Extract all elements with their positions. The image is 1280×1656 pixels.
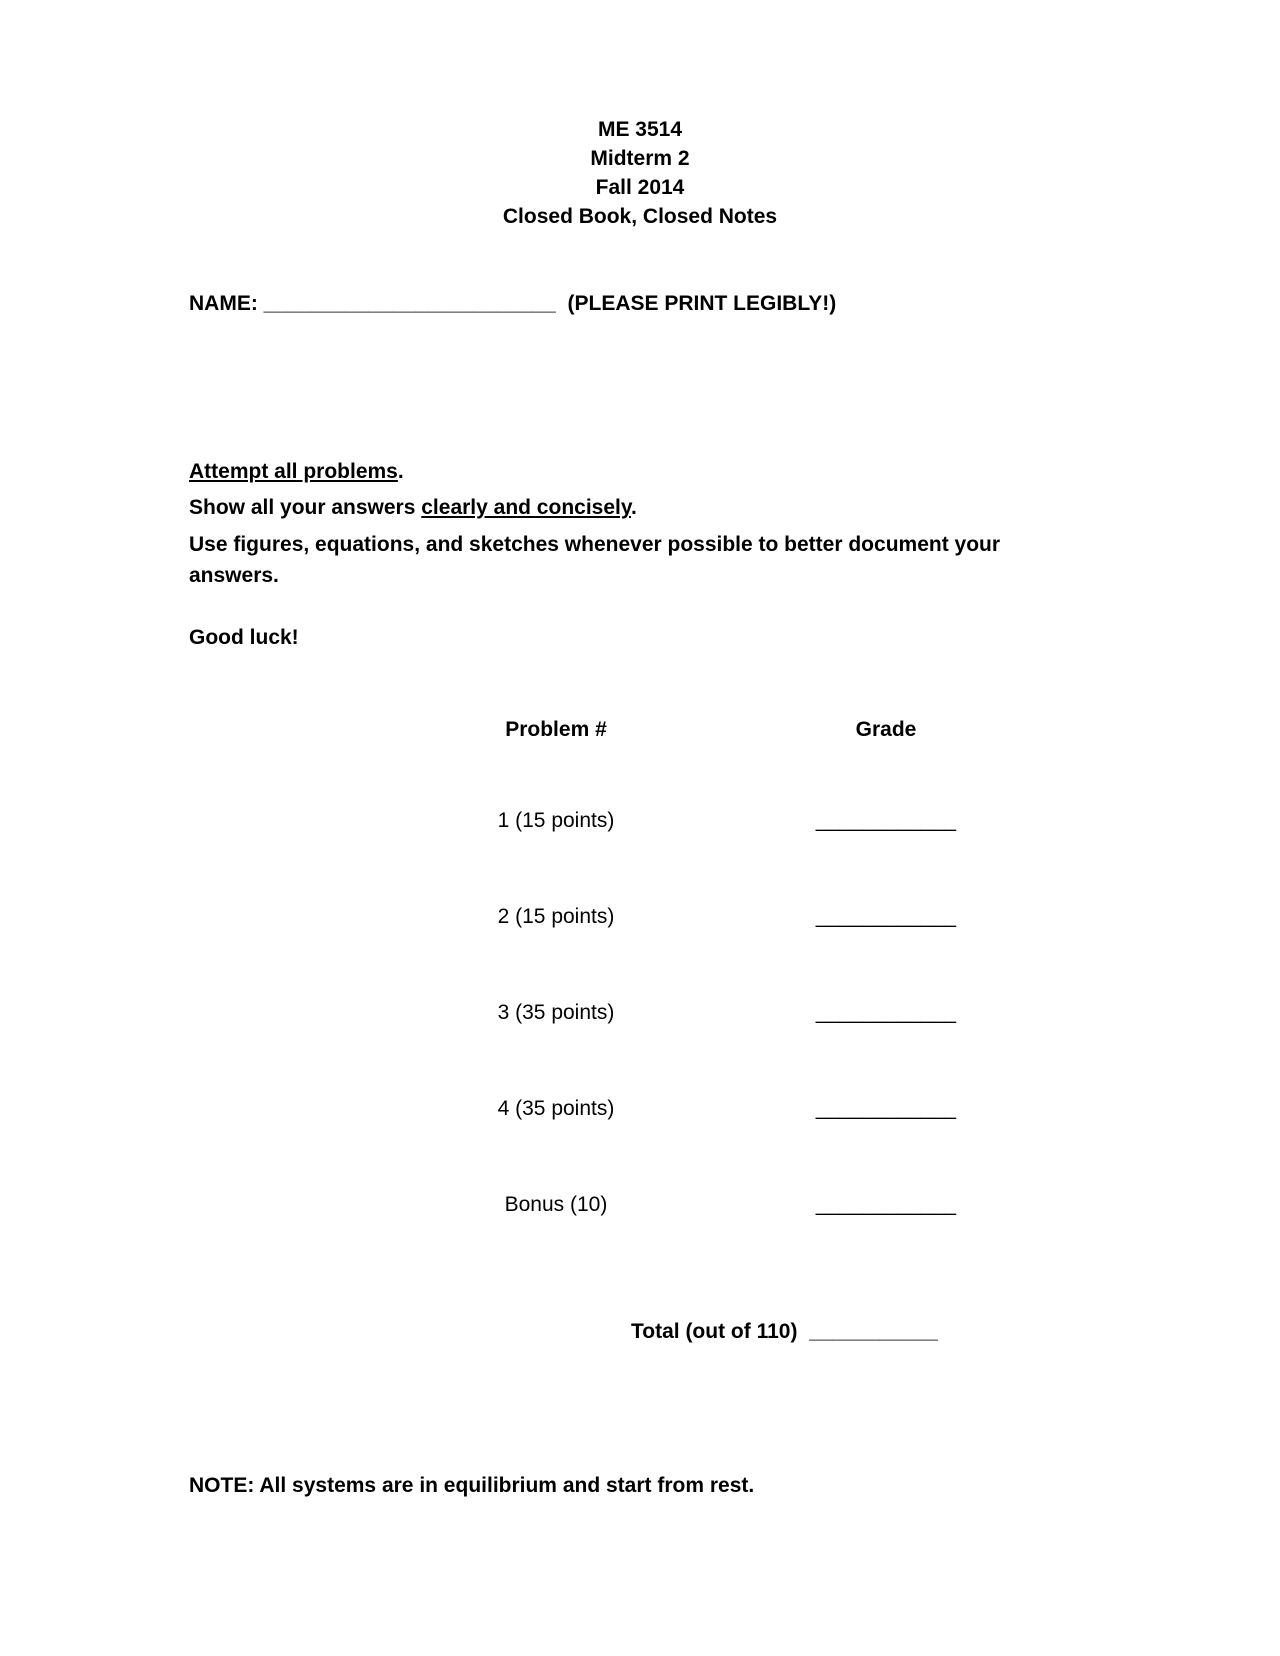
grade-blank: ____________ [815,1001,957,1024]
name-line [189,292,836,316]
problem-row-label: 1 (15 points) [497,809,615,832]
problem-row-label: 3 (35 points) [497,1001,615,1024]
instruction-attempt-period: . [397,460,404,483]
instruction-attempt-underlined: Attempt all problems [189,460,398,483]
equilibrium-note: NOTE: All systems are in equilibrium and start from rest. [189,1474,755,1497]
name-label: NAME: [189,292,258,315]
column-header-grade: Grade [855,718,917,741]
instruction-show-start: Show all your answers [189,496,422,519]
print-legibly-note: (PLEASE PRINT LEGIBLY!) [567,292,837,315]
instruction-attempt [189,456,404,487]
problem-row-label: Bonus (10) [504,1193,608,1216]
instruction-answers: answers. [189,564,279,587]
problem-row-label: 4 (35 points) [497,1097,615,1120]
exam-term: Fall 2014 [595,176,685,199]
instruction-show-period: . [630,496,637,519]
exam-policy: Closed Book, Closed Notes [502,205,778,228]
problem-row-label: 2 (15 points) [497,905,615,928]
column-header-problem: Problem # [505,718,607,741]
instruction-show-answers [189,492,637,523]
instruction-show-underlined: clearly and concisely [421,496,631,519]
grade-blank: ____________ [815,1097,957,1120]
name-blank: _________________________ [263,292,556,315]
exam-title: Midterm 2 [590,147,690,170]
grade-blank: ____________ [815,905,957,928]
course-number: ME 3514 [597,118,683,141]
instruction-use-figures: Use figures, equations, and sketches whenever possible to better document your [189,533,1001,556]
total-label: Total (out of 110) [631,1320,798,1343]
total-row [631,1320,938,1344]
total-blank: ___________ [809,1320,938,1343]
good-luck: Good luck! [189,626,299,649]
grade-blank: ____________ [815,809,957,832]
grade-blank: ____________ [815,1193,957,1216]
